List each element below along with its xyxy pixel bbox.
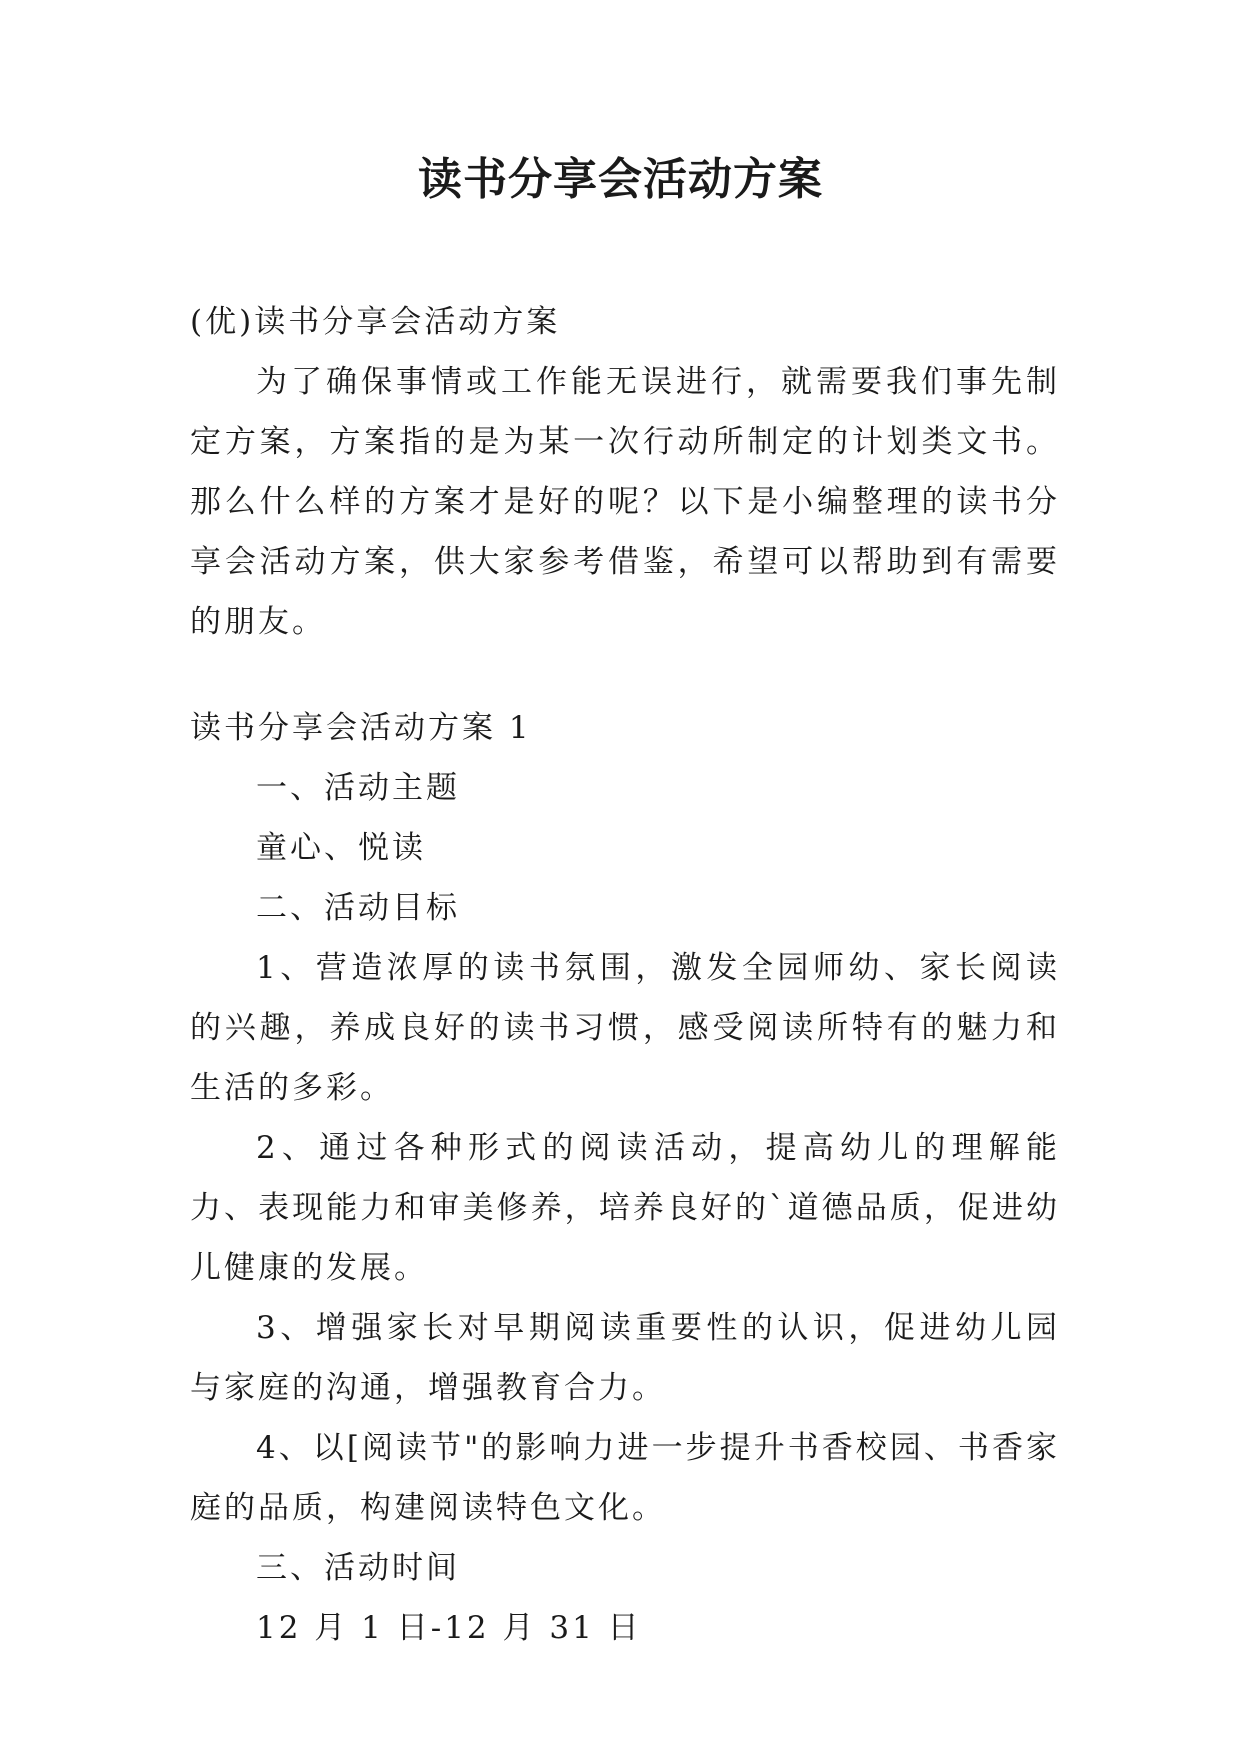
goal-item-2: 2、通过各种形式的阅读活动，提高幼儿的理解能力、表现能力和审美修养，培养良好的`道德品质，促进幼儿健康的发展。 [190, 1130, 1060, 1286]
activity-time-value: 12 月 1 日-12 月 31 日 [256, 1610, 642, 1646]
heading-activity-goals: 二、活动目标 [256, 890, 460, 926]
document-title: 读书分享会活动方案 [418, 154, 823, 205]
intro-paragraph: 为了确保事情或工作能无误进行，就需要我们事先制定方案，方案指的是为某一次行动所制定的计划类文书。那么什么样的方案才是好的呢？以下是小编整理的读书分享会活动方案，供大家参考借鉴，希望可以帮助到有需要的朋友。 [190, 364, 1060, 640]
activity-theme-value: 童心、悦读 [256, 830, 426, 866]
heading-activity-time: 三、活动时间 [256, 1550, 460, 1586]
goal-item-3: 3、增强家长对早期阅读重要性的认识，促进幼儿园与家庭的沟通，增强教育合力。 [190, 1310, 1060, 1406]
heading-activity-theme: 一、活动主题 [256, 770, 460, 806]
section-gap [190, 652, 1060, 698]
section-heading: 读书分享会活动方案 1 [190, 710, 532, 746]
goal-item-4: 4、以[阅读节"的影响力进一步提升书香校园、书香家庭的品质，构建阅读特色文化。 [190, 1430, 1060, 1526]
goal-item-1: 1、营造浓厚的读书氛围，激发全园师幼、家长阅读的兴趣，养成良好的读书习惯，感受阅读所特有的魅力和生活的多彩。 [190, 950, 1060, 1106]
document-body [190, 292, 1060, 1658]
document-subtitle: (优)读书分享会活动方案 [190, 304, 561, 340]
